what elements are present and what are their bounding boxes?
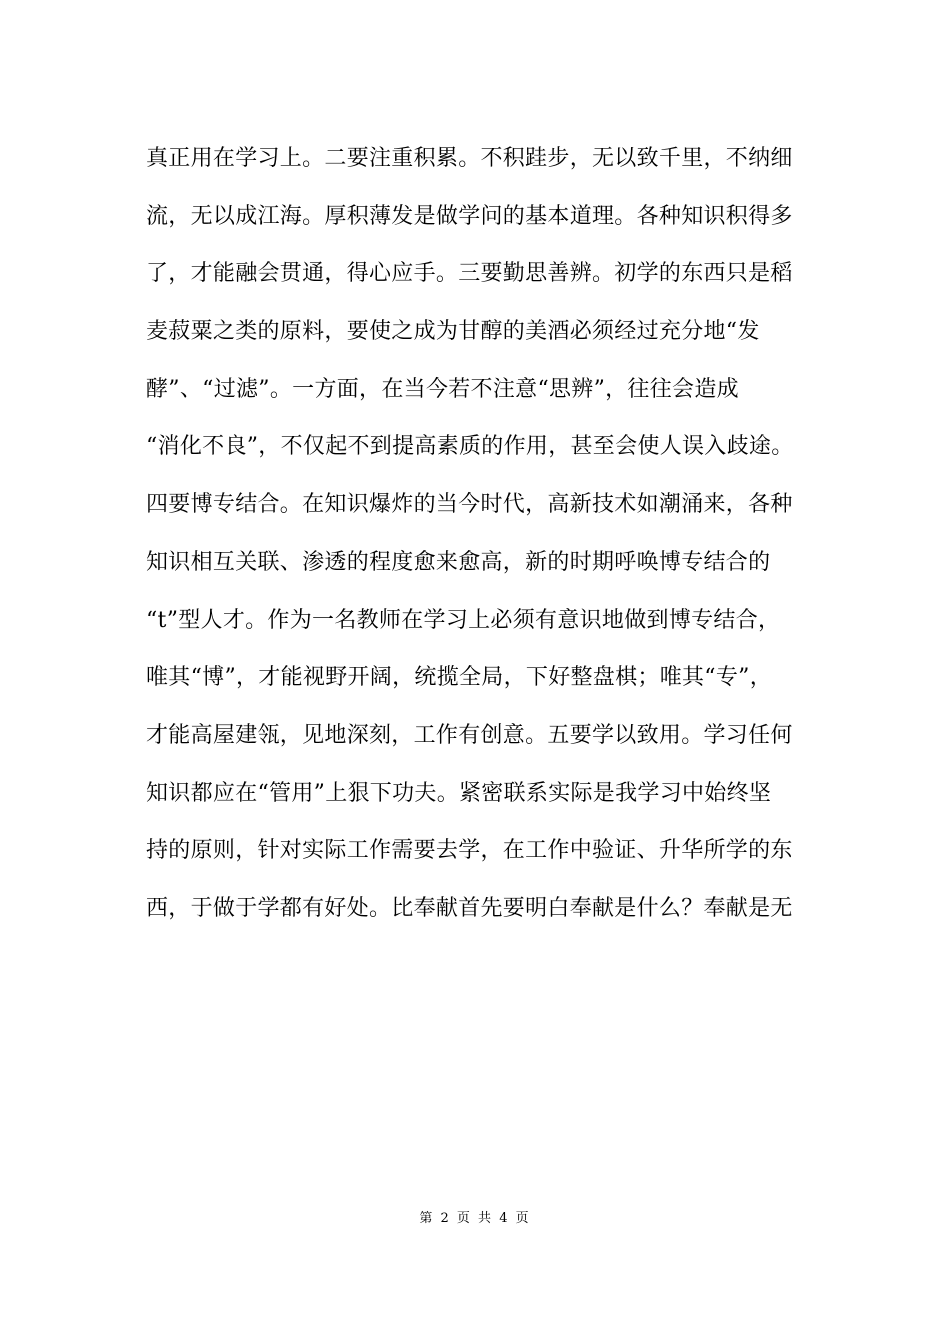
text-line: 才能高屋建瓴，见地深刻，工作有创意。五要学以致用。学习任何 xyxy=(146,722,793,748)
text-line: 四要博专结合。在知识爆炸的当今时代，高新技术如潮涌来，各种 xyxy=(146,492,793,518)
text-line: 流，无以成江海。厚积薄发是做学问的基本道理。各种知识积得多 xyxy=(146,203,793,229)
text-line: 唯其“博”，才能视野开阔，统揽全局，下好整盘棋；唯其“专”， xyxy=(146,665,772,691)
text-line: “t”型人才。作为一名教师在学习上必须有意识地做到博专结合， xyxy=(146,607,781,633)
text-line: 了，才能融会贯通，得心应手。三要勤思善辨。初学的东西只是稻 xyxy=(146,261,793,287)
text-line: 知识相互关联、渗透的程度愈来愈高，新的时期呼唤博专结合的 xyxy=(146,549,771,575)
text-line: 知识都应在“管用”上狠下功夫。紧密联系实际是我学习中始终坚 xyxy=(146,780,772,806)
text-line: 持的原则，针对实际工作需要去学，在工作中验证、升华所学的东 xyxy=(146,838,793,864)
text-line: 西，于做于学都有好处。比奉献首先要明白奉献是什么？奉献是无 xyxy=(146,895,793,921)
text-line: 真正用在学习上。二要注重积累。不积跬步，无以致千里，不纳细 xyxy=(146,146,793,171)
text-line: 酵”、“过滤”。一方面，在当今若不注意“思辨”，往往会造成 xyxy=(146,376,739,402)
body-text xyxy=(146,130,836,938)
text-line: 麦菽粟之类的原料，要使之成为甘醇的美酒必须经过充分地“发 xyxy=(146,319,760,345)
text-line: “消化不良”，不仅起不到提高素质的作用，甚至会使人误入歧途。 xyxy=(146,434,794,460)
page-number-footer: 第 2 页 共 4 页 xyxy=(419,1211,531,1226)
